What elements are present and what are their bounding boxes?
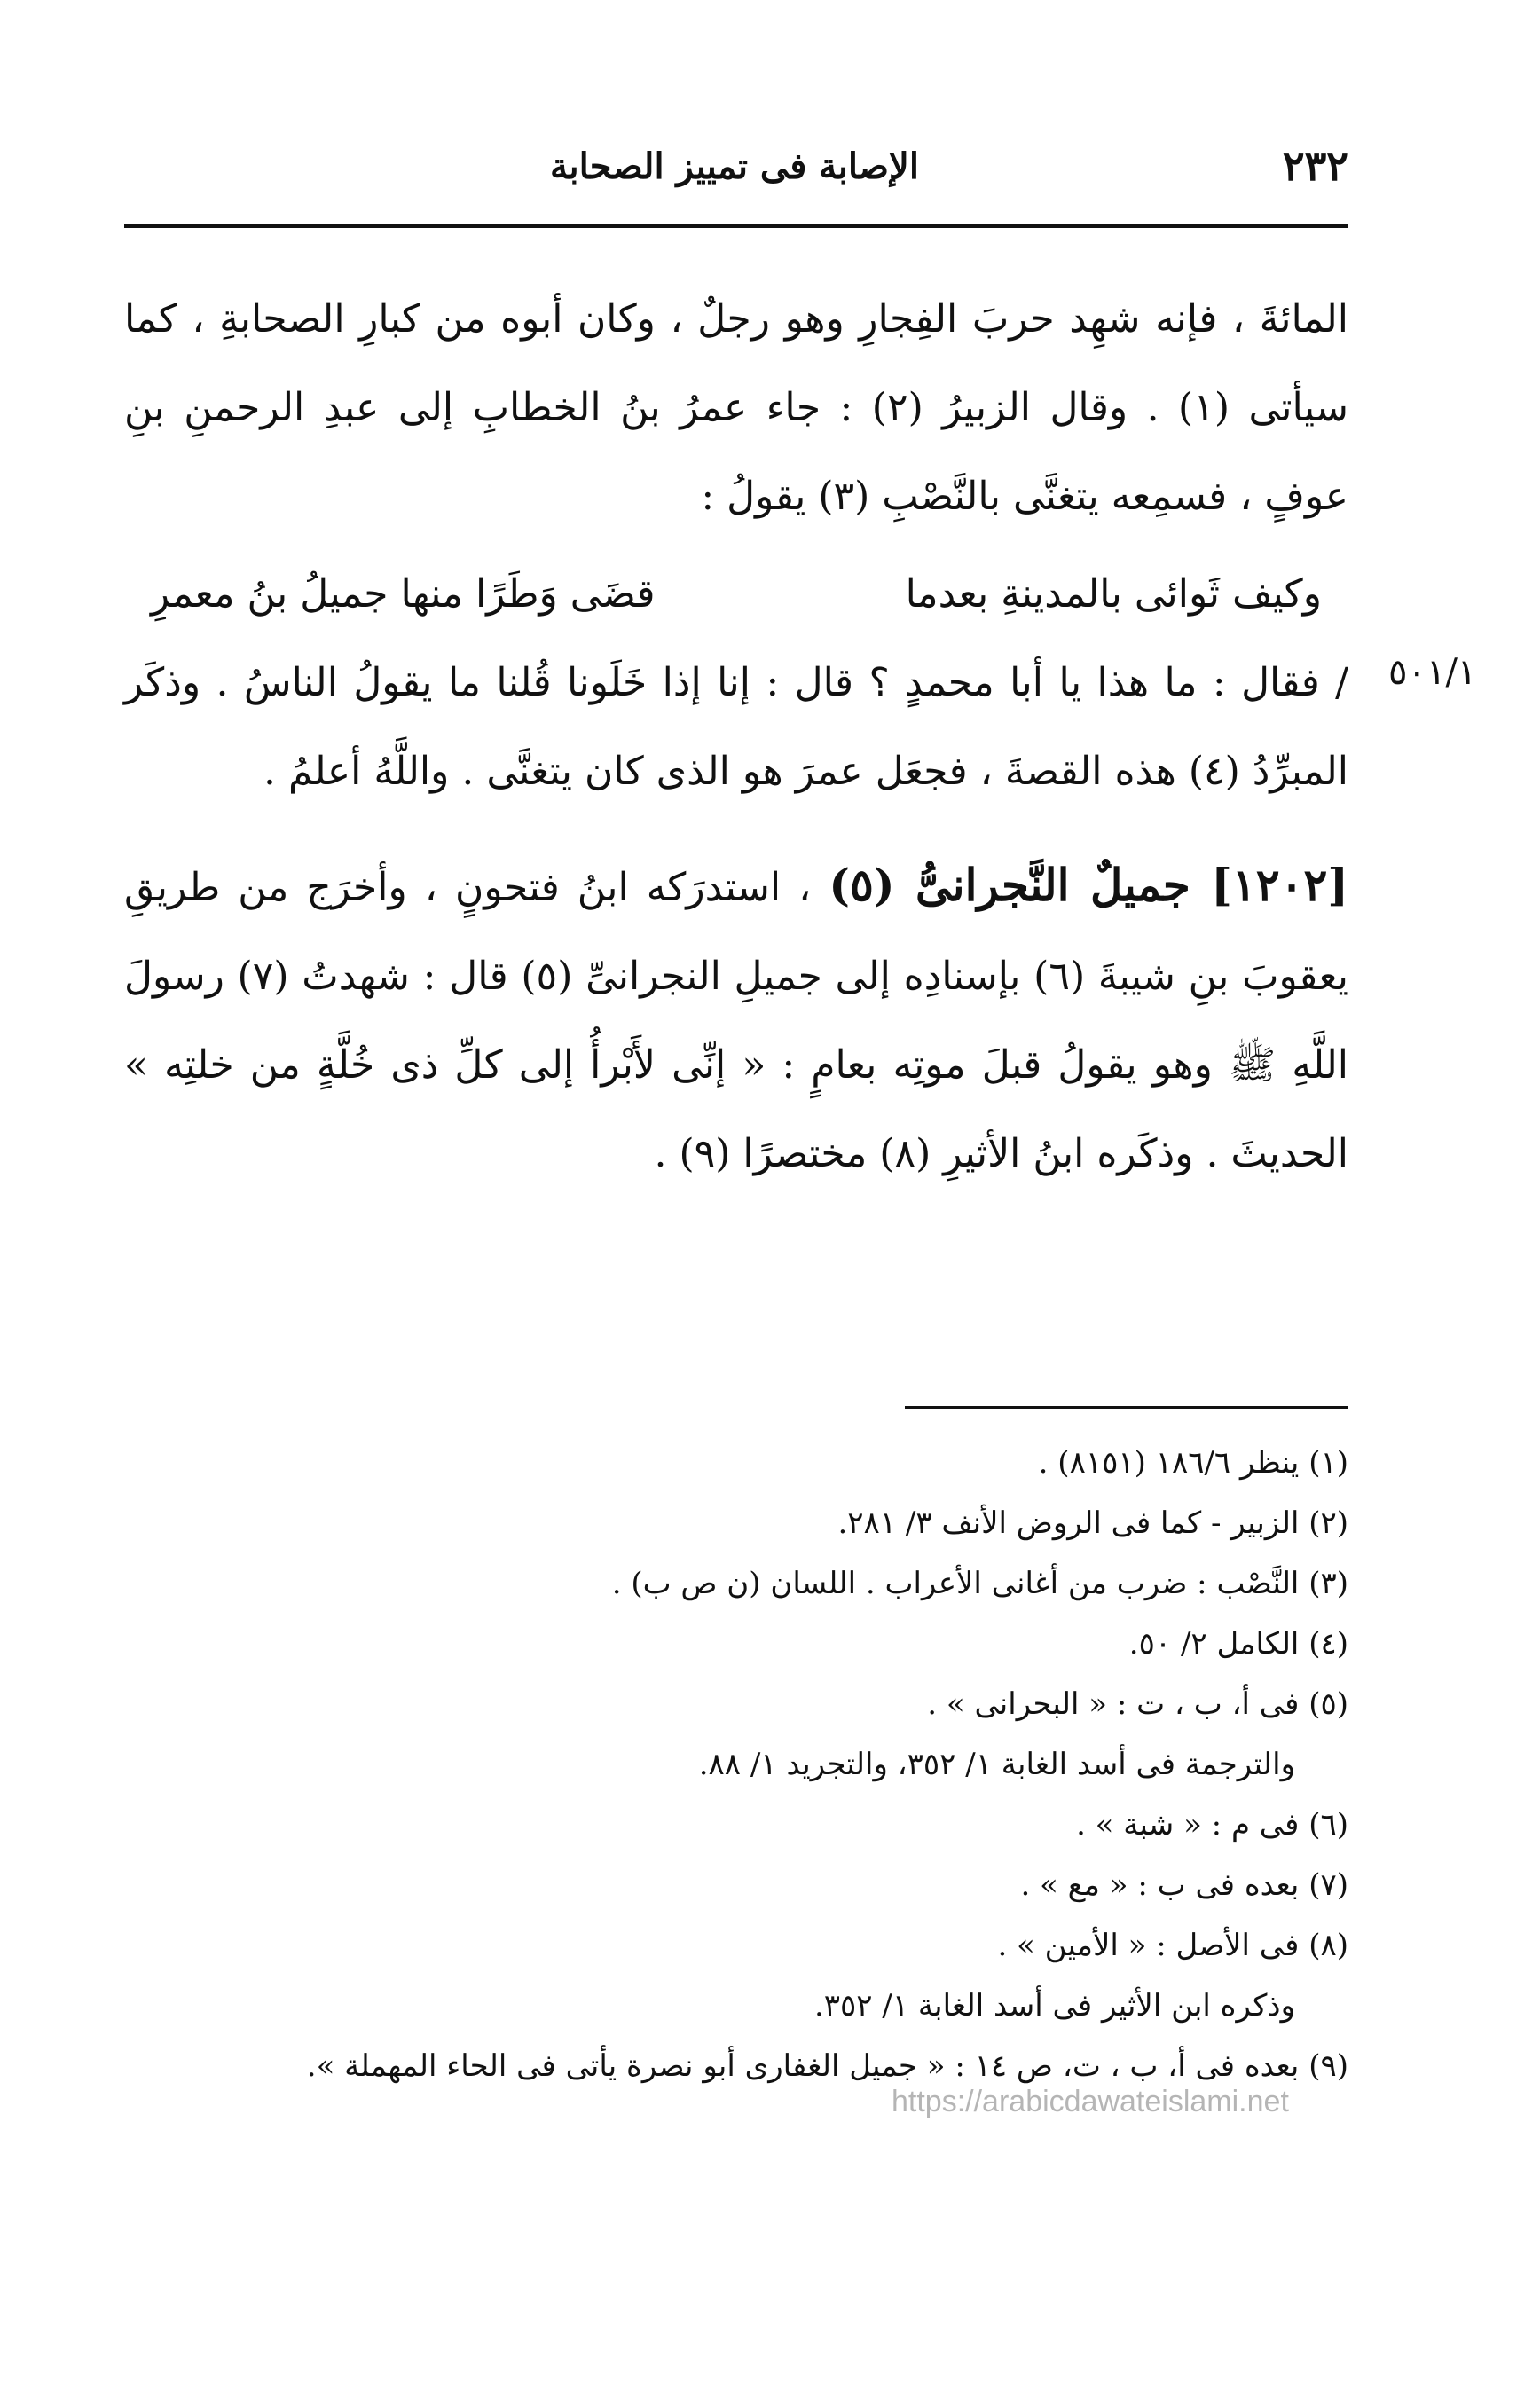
- watermark-url: https://arabicdawateislami.net: [892, 2085, 1289, 2118]
- page-header: [124, 142, 1348, 204]
- footnote-3: (٣) النَّصْب : ضرب من أغانى الأعراب . اللسان (ن ص ب) .: [611, 1566, 1348, 1601]
- header-rule: [124, 224, 1348, 228]
- footnotes: [160, 1433, 1348, 2096]
- page-number: ٢٣٢: [1282, 142, 1348, 190]
- footnote-8: (٨) فى الأصل : « الأمين » .: [997, 1928, 1348, 1963]
- verse-hemistich-2: قضَى وَطَرًا منها جميلُ بنُ معمرِ: [151, 571, 656, 617]
- footnote-7: (٧) بعده فى ب : « مع » .: [1020, 1867, 1348, 1903]
- footnote-5-continuation: والترجمة فى أسد الغابة ١/ ٣٥٢، والتجريد ١/ ٨٨.: [698, 1747, 1295, 1782]
- paragraph-1: المائةَ ، فإنه شهِد حربَ الفِجارِ وهو رجلٌ ، وكان أبوه من كبارِ الصحابةِ ، كما سيأتى (١) . وقال الزبيرُ (٢) : جاء عمرُ بنُ الخطابِ إلى عبدِ الرحمنِ بنِ عوفٍ ، فسمِعه يتغنَّى بالنَّصْبِ (٣) يقولُ :: [124, 296, 1348, 519]
- main-text: [124, 275, 1348, 1198]
- footnote-9: (٩) بعده فى أ، ب ، ت، ص ١٤ : « جميل الغفارى أبو نصرة يأتى فى الحاء المهملة ».: [306, 2048, 1348, 2084]
- footnote-1: (١) ينظر ١٨٦/٦ (٨١٥١) .: [1038, 1445, 1348, 1481]
- running-title: الإصابة فى تمييز الصحابة: [550, 145, 919, 187]
- footnote-rule: [905, 1406, 1348, 1409]
- verse-hemistich-1: وكيف ثَوائى بالمدينةِ بعدما: [905, 571, 1322, 617]
- footnote-2: (٢) الزبير - كما فى الروض الأنف ٣/ ٢٨١.: [837, 1505, 1348, 1541]
- entry-text: ، استدرَكه ابنُ فتحونٍ ، وأخرَج من طريقِ يعقوبَ بنِ شيبةَ (٦) بإسنادِه إلى جميلِ النجرانىِّ (٥) قال : شهدتُ (٧) رسولَ اللَّهِ ﷺ وهو يقولُ قبلَ موتِه بعامٍ : « إنِّى لأَبْرأُ إلى كلِّ ذى خُلَّةٍ من خلتِه » الحديثَ . وذكَره ابنُ الأثيرِ (٨) مختصرًا (٩) .: [124, 865, 1348, 1176]
- margin-reference: ٥٠١/١: [1388, 652, 1477, 693]
- entry-heading: [١٢٠٢] جميلٌ النَّجرانىُّ (٥): [829, 859, 1348, 911]
- footnote-4: (٤) الكامل ٢/ ٥٠.: [1128, 1626, 1348, 1662]
- paragraph-2: / فقال : ما هذا يا أبا محمدٍ ؟ قال : إنا إذا خَلَونا قُلنا ما يقولُ الناسُ . وذكَر المبرِّدُ (٤) هذه القصةَ ، فجعَل عمرَ هو الذى كان يتغنَّى . واللَّهُ أعلمُ .: [124, 660, 1348, 794]
- biography-entry: [124, 841, 1348, 1198]
- footnote-8-continuation: وذكره ابن الأثير فى أسد الغابة ١/ ٣٥٢.: [813, 1988, 1295, 2024]
- footnote-6: (٦) فى م : « شبة » .: [1076, 1807, 1348, 1843]
- poetry-verse: [124, 550, 1348, 639]
- footnote-5: (٥) فى أ، ب ، ت : « البحرانى » .: [927, 1686, 1348, 1722]
